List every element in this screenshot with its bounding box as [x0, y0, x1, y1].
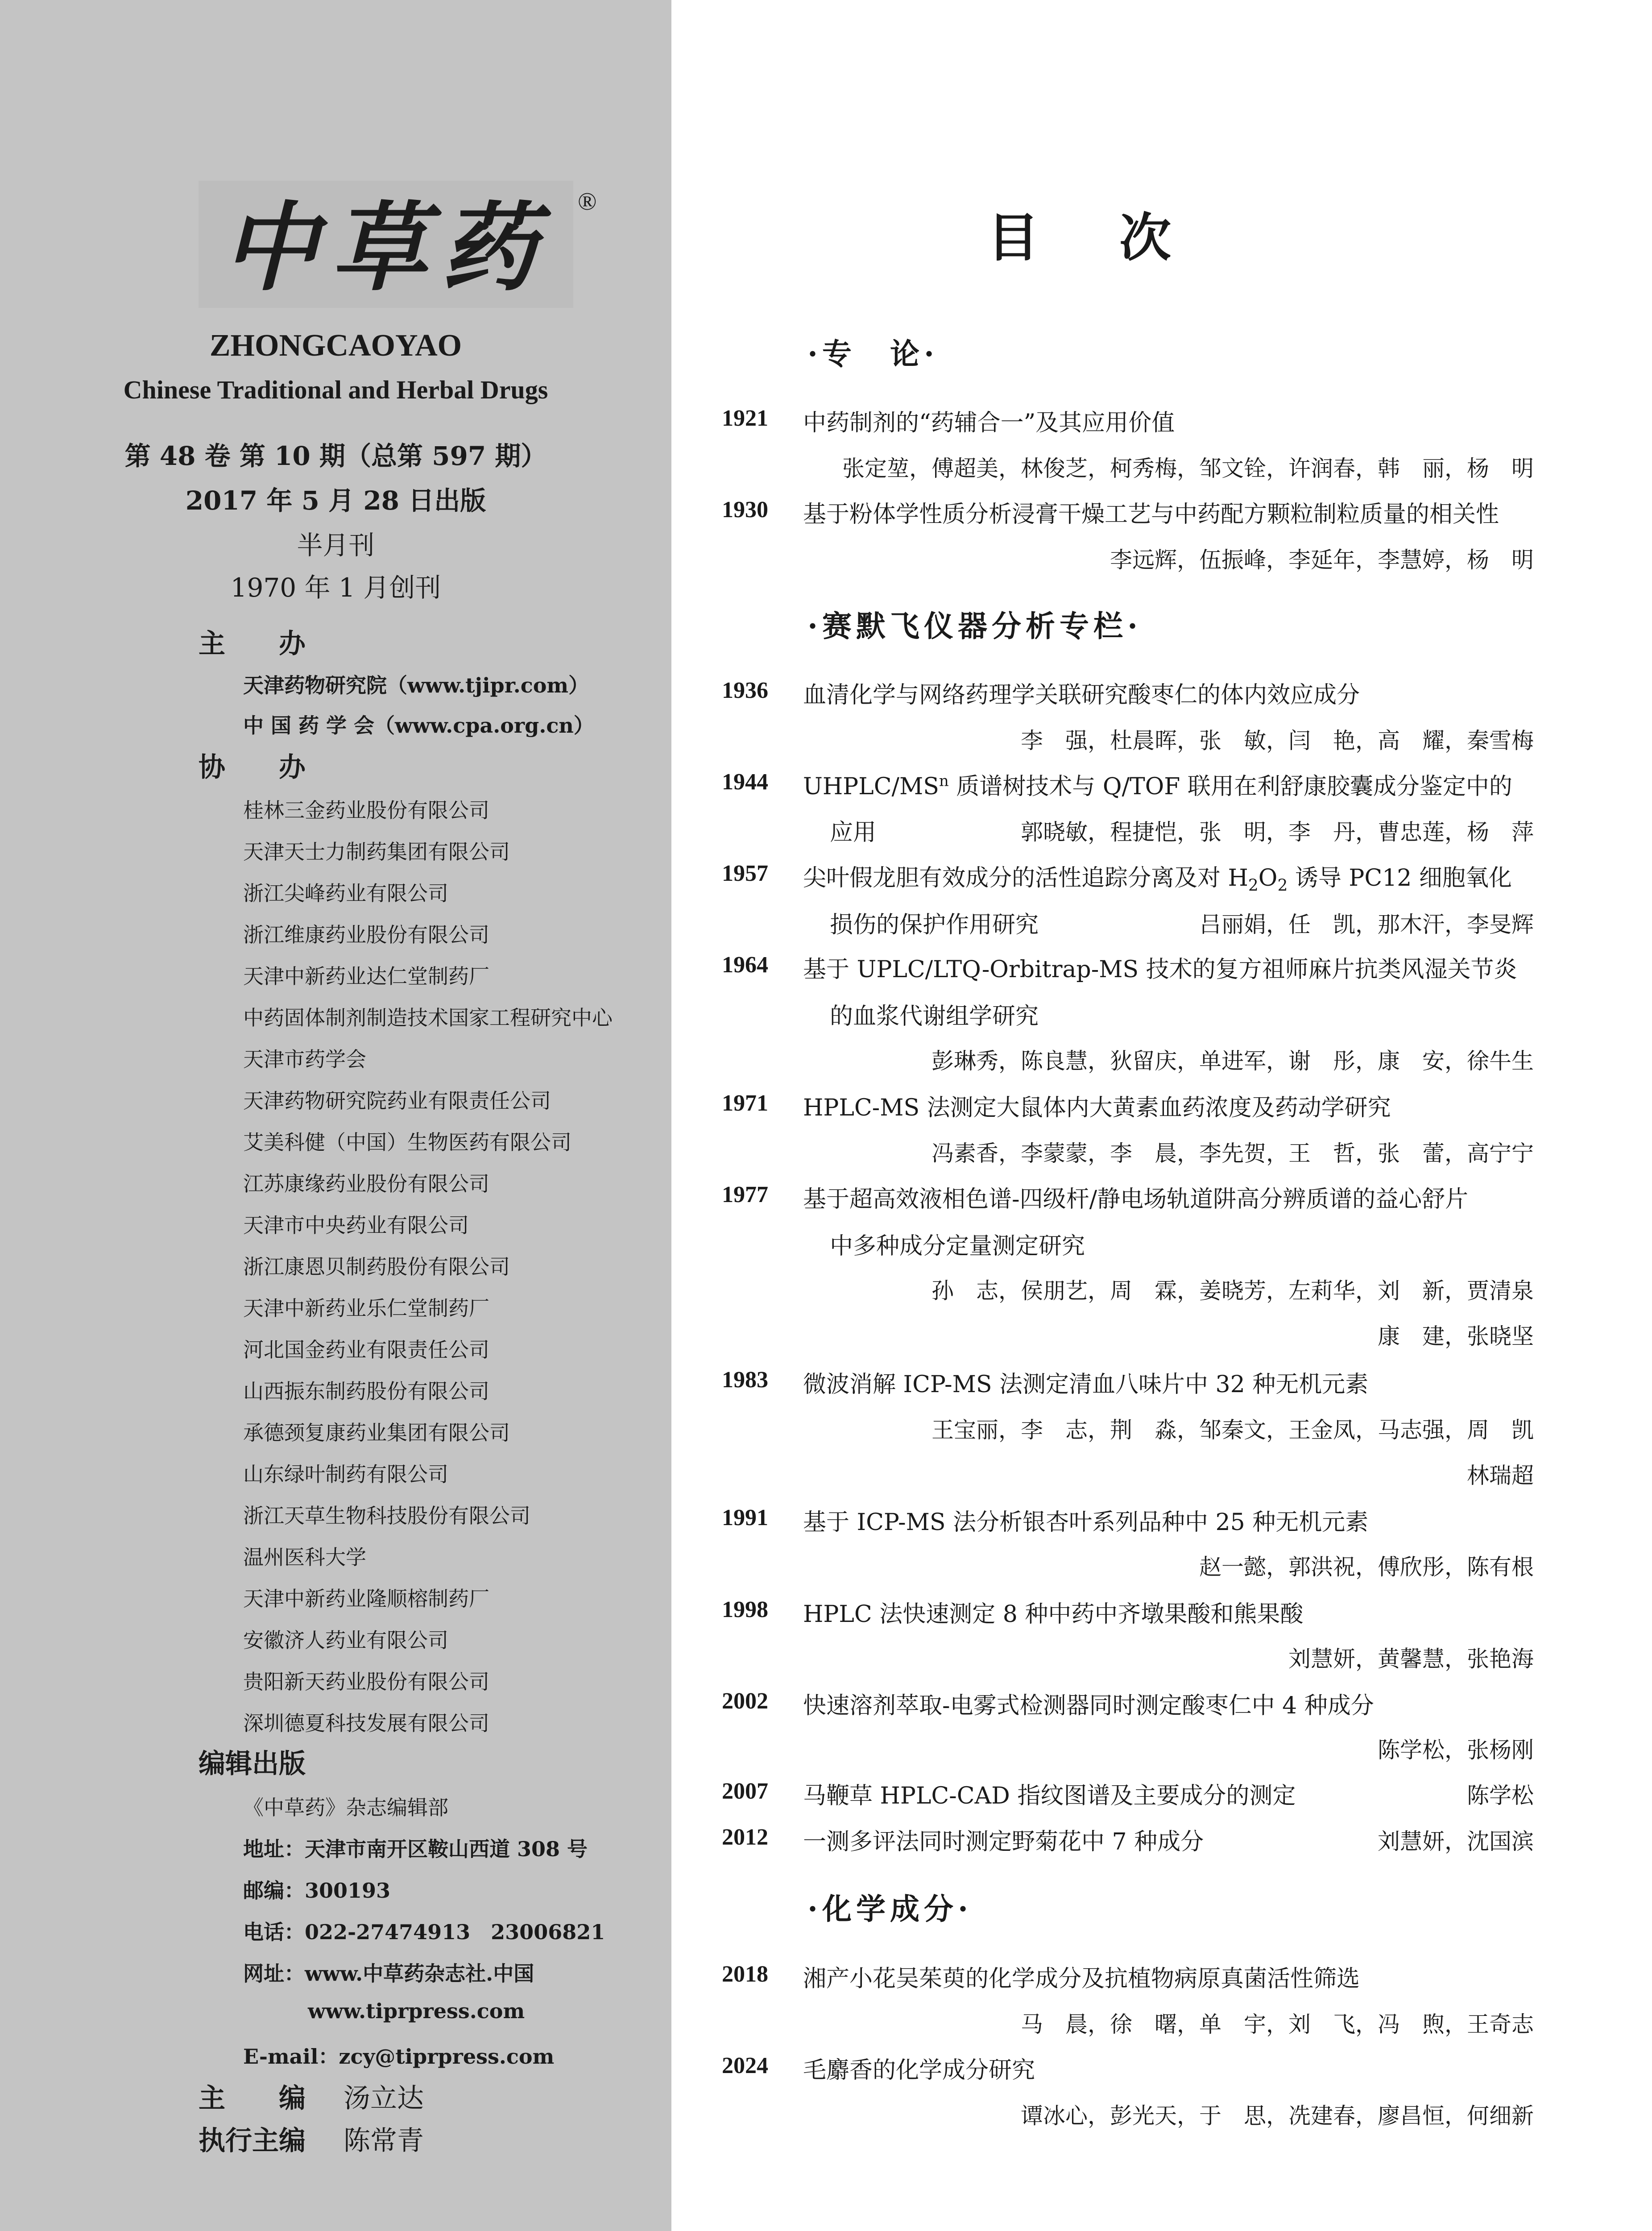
co-sponsor-item: 天津市中央药业有限公司	[243, 1213, 469, 1237]
page-number: 1964	[722, 952, 768, 978]
editorial-address: 地址：天津市南开区鞍山西道 308 号	[243, 1837, 588, 1861]
co-sponsor-item: 中药固体制剂制造技术国家工程研究中心	[243, 1006, 613, 1030]
article-title-continued: 的血浆代谢组学研究	[830, 1003, 1039, 1030]
co-sponsor-item: 浙江维康药业股份有限公司	[243, 923, 489, 947]
article-title: 血清化学与网络药理学关联研究酸枣仁的体内效应成分	[803, 682, 1360, 709]
co-sponsor-item: 浙江尖峰药业有限公司	[243, 881, 448, 905]
page-number: 2012	[722, 1825, 768, 1850]
article-authors: 马 晨，徐 曙，单 宇，刘 飞，冯 煦，王奇志	[1021, 2011, 1534, 2037]
article-title: 毛麝香的化学成分研究	[803, 2057, 1035, 2084]
co-sponsor-item: 江苏康缘药业股份有限公司	[243, 1172, 489, 1196]
co-sponsor-item: 承德颈复康药业集团有限公司	[243, 1421, 510, 1445]
page-number: 1977	[722, 1182, 768, 1207]
co-sponsor-item: 天津中新药业达仁堂制药厂	[243, 964, 489, 988]
journal-en-name: ZHONGCAOYAO	[209, 328, 462, 363]
co-sponsor-item: 安徽济人药业有限公司	[243, 1628, 448, 1652]
co-sponsor-item: 贵阳新天药业股份有限公司	[243, 1670, 489, 1694]
article-authors: 谭冰心，彭光天，于 思，冼建春，廖昌恒，何细新	[1021, 2103, 1534, 2129]
chief-editor-label: 主 编	[199, 2083, 306, 2114]
article-title: 湘产小花吴茱萸的化学成分及抗植物病原真菌活性筛选	[803, 1966, 1360, 1992]
article-title	[803, 859, 1512, 895]
page-number: 1930	[722, 497, 768, 523]
article-title-continued: 损伤的保护作用研究	[830, 912, 1039, 938]
co-sponsor-item: 浙江天草生物科技股份有限公司	[243, 1504, 530, 1528]
article-title-continued: 中多种成分定量测定研究	[830, 1233, 1085, 1260]
title-superscript: n	[939, 772, 949, 790]
article-authors-continued: 林瑞超	[1467, 1463, 1534, 1489]
executive-editor-label: 执行主编	[199, 2125, 306, 2156]
title-part: O	[1258, 865, 1278, 892]
editorial-postcode: 邮编：300193	[243, 1879, 391, 1903]
page-number: 1998	[722, 1597, 768, 1622]
co-sponsor-item: 温州医科大学	[243, 1545, 366, 1569]
executive-editor-name: 陈常青	[344, 2125, 424, 2156]
co-sponsor-item: 山东绿叶制药有限公司	[243, 1462, 448, 1486]
article-title: 基于 ICP-MS 法分析银杏叶系列品种中 25 种无机元素	[803, 1509, 1369, 1536]
publication-frequency: 半月刊	[297, 530, 375, 560]
chief-editor-name: 汤立达	[344, 2083, 424, 2114]
title-part: 尖叶假龙胆有效成分的活性追踪分离及对 H	[803, 865, 1248, 892]
article-authors: 张定堃，傅超美，林俊芝，柯秀梅，邹文铨，许润春，韩 丽，杨 明	[842, 456, 1534, 481]
editorial-dept: 《中草药》杂志编辑部	[243, 1796, 448, 1820]
article-title: 一测多评法同时测定野菊花中 7 种成分	[803, 1829, 1204, 1855]
section-heading: ·专 论·	[807, 336, 939, 371]
registered-mark: ®	[578, 188, 597, 216]
co-sponsor-item: 山西振东制药股份有限公司	[243, 1379, 489, 1403]
co-sponsor-item: 艾美科健（中国）生物医药有限公司	[243, 1130, 571, 1154]
page-number: 1921	[722, 406, 768, 431]
article-authors: 吕丽娟，任 凯，那木汗，李旻辉	[1199, 912, 1534, 937]
journal-logo-calligraphy	[199, 181, 573, 308]
founded-date: 1970 年 1 月创刊	[230, 572, 441, 603]
article-title: 基于粉体学性质分析浸膏干燥工艺与中药配方颗粒制粒质量的相关性	[803, 501, 1499, 528]
sponsor-item: 天津药物研究院（www.tjipr.com）	[243, 673, 589, 697]
article-title: 微波消解 ICP-MS 法测定清血八味片中 32 种无机元素	[803, 1371, 1369, 1398]
article-title: 中药制剂的“药辅合一”及其应用价值	[803, 410, 1175, 436]
article-title	[803, 767, 1512, 801]
co-sponsor-item: 天津市药学会	[243, 1047, 366, 1071]
editorial-website: 网址：www.中草药杂志社.中国	[243, 1961, 534, 1986]
section-heading: ·赛默飞仪器分析专栏·	[807, 609, 1142, 643]
page-number: 1936	[722, 678, 768, 703]
page-number: 2007	[722, 1779, 768, 1804]
co-sponsor-item: 天津中新药业隆顺榕制药厂	[243, 1587, 489, 1611]
logo-text: 中草药	[222, 191, 550, 304]
co-sponsor-item: 河北国金药业有限责任公司	[243, 1338, 489, 1362]
article-authors: 李远辉，伍振峰，李延年，李慧婷，杨 明	[1110, 547, 1534, 573]
article-title: HPLC 法快速测定 8 种中药中齐墩果酸和熊果酸	[803, 1601, 1304, 1628]
article-authors: 赵一懿，郭洪祝，傅欣彤，陈有根	[1199, 1554, 1534, 1580]
sponsor-item: 中 国 药 学 会（www.cpa.org.cn）	[243, 713, 594, 738]
title-subscript: 2	[1248, 876, 1259, 895]
issue-info: 第 48 卷 第 10 期（总第 597 期）	[124, 441, 547, 471]
article-authors: 郭晓敏，程捷恺，张 明，李 丹，曹忠莲，杨 萍	[1021, 819, 1534, 845]
journal-en-subtitle: Chinese Traditional and Herbal Drugs	[123, 375, 548, 404]
article-title-continued: 应用	[830, 819, 877, 846]
page-number: 1983	[722, 1367, 768, 1393]
page-number: 2018	[722, 1961, 768, 1987]
article-authors: 刘慧妍，沈国滨	[1378, 1829, 1534, 1854]
article-authors: 彭琳秀，陈良慧，狄留庆，单进军，谢 彤，康 安，徐牛生	[932, 1048, 1534, 1074]
article-authors: 陈学松	[1467, 1783, 1534, 1808]
article-title: 快速溶剂萃取-电雾式检测器同时测定酸枣仁中 4 种成分	[803, 1692, 1374, 1719]
article-authors: 李 强，杜晨晖，张 敏，闫 艳，高 耀，秦雪梅	[1021, 728, 1534, 754]
page-number: 1991	[722, 1505, 768, 1530]
journal-logo	[199, 181, 573, 308]
title-part: 质谱树技术与 Q/TOF 联用在利舒康胶囊成分鉴定中的	[948, 773, 1512, 800]
title-subscript: 2	[1277, 876, 1288, 895]
editorial-email: E-mail：zcy@tiprpress.com	[243, 2044, 555, 2069]
article-title: 基于超高效液相色谱-四级杆/静电场轨道阱高分辨质谱的益心舒片	[803, 1186, 1469, 1213]
title-part: 诱导 PC12 细胞氧化	[1288, 865, 1512, 892]
toc-title: 目次	[987, 208, 1251, 268]
article-title: 基于 UPLC/LTQ-Orbitrap-MS 技术的复方祖师麻片抗类风湿关节炎	[803, 956, 1517, 983]
article-authors: 冯素香，李蒙蒙，李 晨，李先贺，王 哲，张 蕾，高宁宁	[932, 1140, 1534, 1166]
co-sponsor-item: 桂林三金药业股份有限公司	[243, 798, 489, 822]
co-sponsor-item: 深圳德夏科技发展有限公司	[243, 1711, 489, 1735]
editorial-website-2: www.tiprpress.com	[308, 1999, 525, 2023]
page-number: 1957	[722, 861, 768, 886]
co-sponsor-item: 浙江康恩贝制药股份有限公司	[243, 1255, 510, 1279]
co-sponsor-item: 天津天士力制药集团有限公司	[243, 840, 510, 864]
article-authors: 王宝丽，李 志，荆 淼，邹秦文，王金凤，马志强，周 凯	[932, 1417, 1534, 1443]
section-heading: ·化学成分·	[807, 1891, 973, 1926]
article-title: 马鞭草 HPLC-CAD 指纹图谱及主要成分的测定	[803, 1783, 1296, 1809]
co-sponsor-item: 天津中新药业乐仁堂制药厂	[243, 1296, 489, 1320]
article-title: HPLC-MS 法测定大鼠体内大黄素血药浓度及药动学研究	[803, 1095, 1391, 1121]
page-number: 2002	[722, 1688, 768, 1714]
co-sponsors-heading: 协 办	[199, 752, 306, 783]
publication-date: 2017 年 5 月 28 日出版	[185, 485, 486, 516]
editorial-heading: 编辑出版	[199, 1748, 306, 1779]
article-authors-continued: 康 建，张晓坚	[1378, 1323, 1534, 1349]
editorial-phone: 电话：022-27474913 23006821	[243, 1920, 605, 1944]
page-number: 1971	[722, 1091, 768, 1116]
masthead-sidebar	[0, 0, 671, 2231]
page-number: 1944	[722, 769, 768, 795]
article-authors: 刘慧妍，黄馨慧，张艳海	[1288, 1646, 1534, 1672]
co-sponsor-item: 天津药物研究院药业有限责任公司	[243, 1089, 551, 1113]
sponsors-heading: 主 办	[199, 628, 306, 659]
title-part: UHPLC/MS	[803, 773, 939, 800]
article-authors: 孙 志，侯朋艺，周 霖，姜晓芳，左莉华，刘 新，贾清泉	[932, 1278, 1534, 1304]
article-authors: 陈学松，张杨刚	[1378, 1737, 1534, 1763]
page-number: 2024	[722, 2053, 768, 2078]
